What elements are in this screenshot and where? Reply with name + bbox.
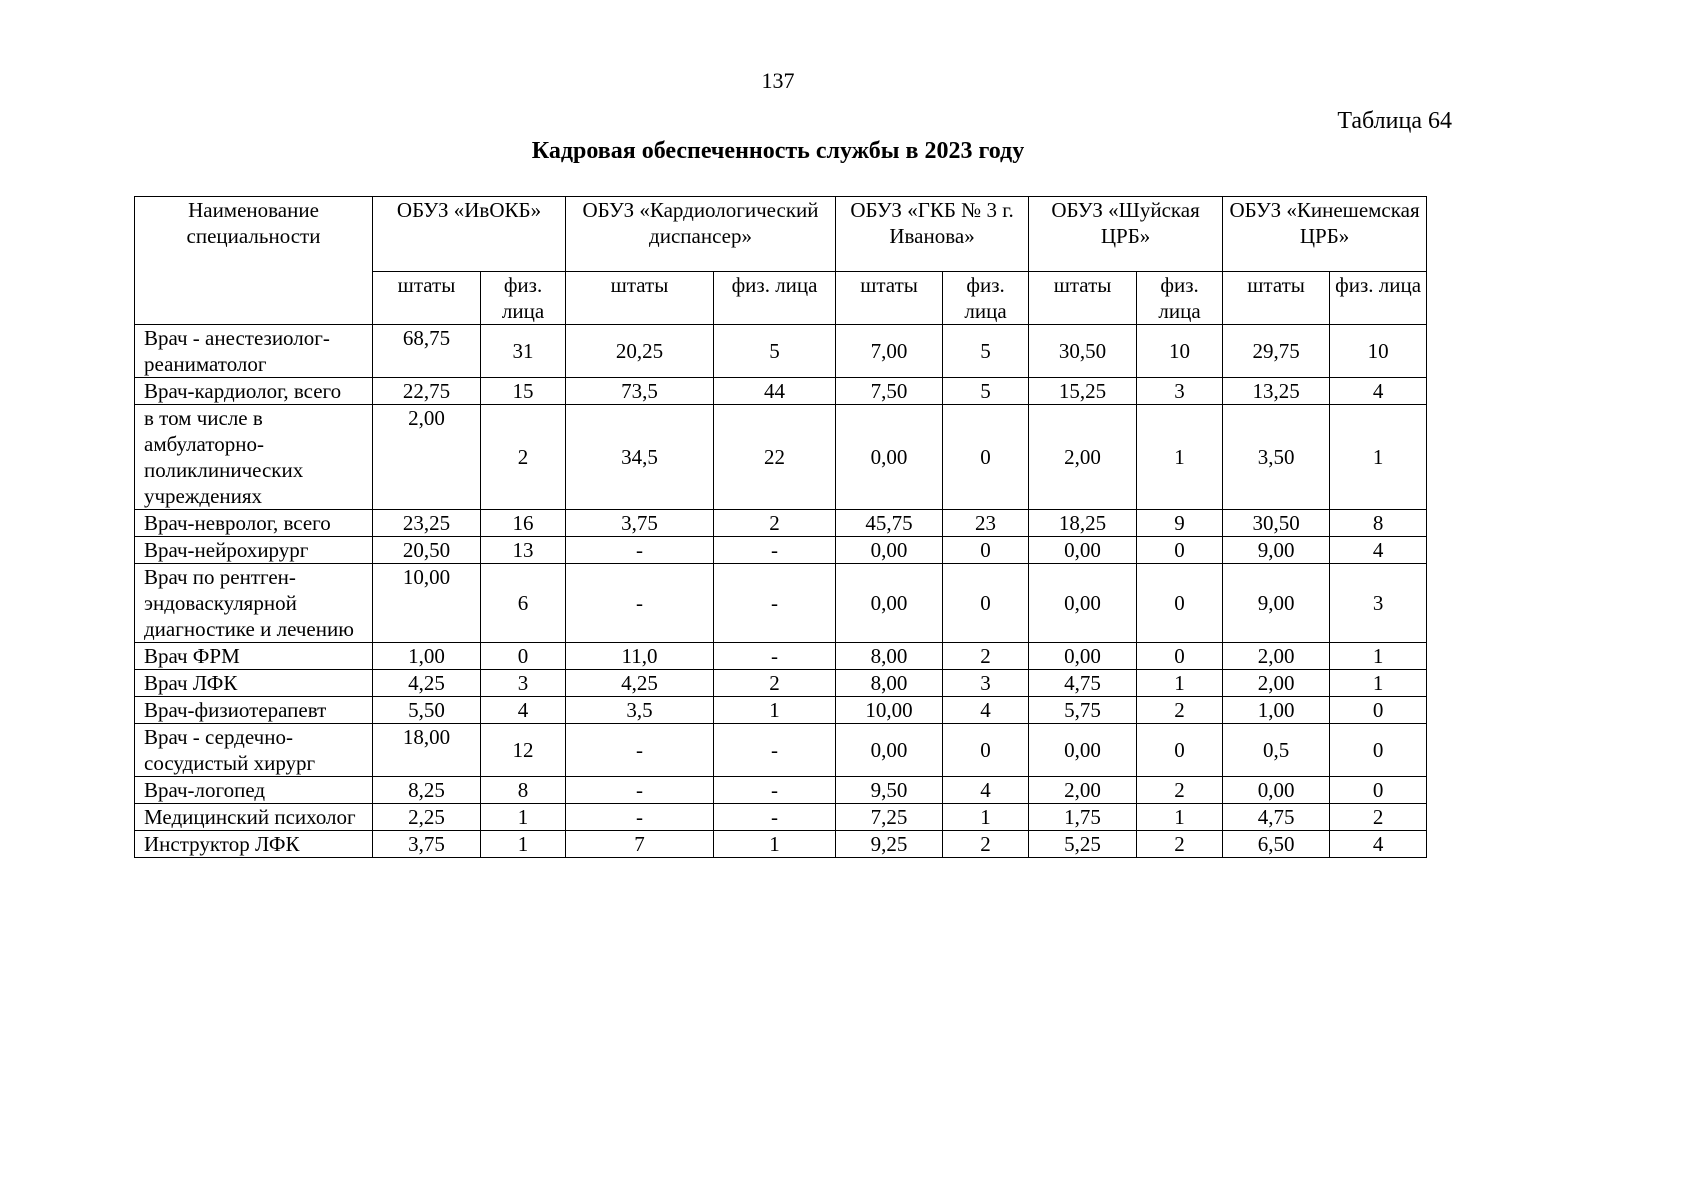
cell-individuals: 15: [481, 378, 566, 405]
cell-staff-positions: 68,75: [373, 325, 481, 378]
cell-individuals: 3: [481, 670, 566, 697]
cell-staff-positions: 11,0: [566, 643, 714, 670]
cell-staff-positions: 7: [566, 831, 714, 858]
cell-staff-positions: 0,00: [1029, 564, 1137, 643]
cell-individuals: 2: [943, 831, 1029, 858]
cell-individuals: 1: [1330, 643, 1427, 670]
cell-individuals: 3: [943, 670, 1029, 697]
cell-staff-positions: 5,50: [373, 697, 481, 724]
specialty-name: Инструктор ЛФК: [135, 831, 373, 858]
header-sub: штаты: [566, 272, 714, 325]
cell-individuals: 12: [481, 724, 566, 777]
specialty-name: Врач-кардиолог, всего: [135, 378, 373, 405]
cell-individuals: 1: [1137, 670, 1223, 697]
cell-staff-positions: 2,00: [1029, 405, 1137, 510]
cell-staff-positions: 15,25: [1029, 378, 1137, 405]
cell-staff-positions: 10,00: [836, 697, 943, 724]
cell-individuals: 0: [943, 405, 1029, 510]
cell-individuals: 0: [481, 643, 566, 670]
cell-staff-positions: 4,25: [373, 670, 481, 697]
cell-staff-positions: 7,50: [836, 378, 943, 405]
cell-staff-positions: 34,5: [566, 405, 714, 510]
table-row: [135, 724, 1427, 777]
specialty-name: Врач - сердечно-сосудистый хирург: [135, 724, 373, 777]
cell-individuals: -: [714, 643, 836, 670]
cell-individuals: 22: [714, 405, 836, 510]
cell-individuals: 0: [1137, 643, 1223, 670]
cell-staff-positions: 4,25: [566, 670, 714, 697]
cell-staff-positions: 0,00: [836, 405, 943, 510]
cell-staff-positions: 0,00: [1223, 777, 1330, 804]
cell-staff-positions: 20,50: [373, 537, 481, 564]
cell-individuals: -: [714, 564, 836, 643]
cell-staff-positions: 22,75: [373, 378, 481, 405]
cell-staff-positions: 0,00: [1029, 643, 1137, 670]
header-sub: штаты: [373, 272, 481, 325]
cell-individuals: 1: [1330, 670, 1427, 697]
cell-individuals: 1: [481, 804, 566, 831]
table-row: [135, 804, 1427, 831]
cell-individuals: -: [714, 724, 836, 777]
table-row: [135, 777, 1427, 804]
cell-individuals: 5: [943, 378, 1029, 405]
cell-staff-positions: 9,50: [836, 777, 943, 804]
cell-staff-positions: 9,00: [1223, 564, 1330, 643]
specialty-name: Врач-нейрохирург: [135, 537, 373, 564]
cell-individuals: 8: [481, 777, 566, 804]
header-sub: физ. лица: [1137, 272, 1223, 325]
cell-staff-positions: 45,75: [836, 510, 943, 537]
cell-staff-positions: -: [566, 724, 714, 777]
table-row: [135, 405, 1427, 510]
cell-individuals: 0: [1137, 537, 1223, 564]
cell-staff-positions: 18,00: [373, 724, 481, 777]
cell-staff-positions: 4,75: [1223, 804, 1330, 831]
header-sub: физ. лица: [481, 272, 566, 325]
cell-staff-positions: 1,00: [373, 643, 481, 670]
cell-staff-positions: 9,25: [836, 831, 943, 858]
cell-staff-positions: 23,25: [373, 510, 481, 537]
cell-individuals: 6: [481, 564, 566, 643]
cell-individuals: -: [714, 804, 836, 831]
specialty-name: Медицинский психолог: [135, 804, 373, 831]
cell-staff-positions: 29,75: [1223, 325, 1330, 378]
table-row: [135, 325, 1427, 378]
cell-staff-positions: 2,25: [373, 804, 481, 831]
cell-individuals: 2: [1137, 697, 1223, 724]
specialty-name: Врач - анестезиолог-реаниматолог: [135, 325, 373, 378]
cell-staff-positions: 7,25: [836, 804, 943, 831]
cell-staff-positions: 3,75: [566, 510, 714, 537]
table-row: [135, 378, 1427, 405]
cell-staff-positions: 0,00: [836, 564, 943, 643]
cell-individuals: 0: [1330, 697, 1427, 724]
specialty-name: Врач-невролог, всего: [135, 510, 373, 537]
cell-staff-positions: 0,00: [836, 724, 943, 777]
table-row: [135, 510, 1427, 537]
cell-individuals: 2: [1137, 777, 1223, 804]
cell-staff-positions: 3,75: [373, 831, 481, 858]
cell-individuals: 8: [1330, 510, 1427, 537]
cell-staff-positions: 18,25: [1029, 510, 1137, 537]
header-name-col: Наименование специальности: [135, 197, 373, 325]
header-sub: штаты: [1029, 272, 1137, 325]
cell-staff-positions: 1,00: [1223, 697, 1330, 724]
cell-individuals: 2: [714, 510, 836, 537]
cell-individuals: -: [714, 777, 836, 804]
cell-individuals: 13: [481, 537, 566, 564]
staffing-table: [134, 196, 1427, 858]
header-org: ОБУЗ «Кардиологический диспансер»: [566, 197, 836, 272]
cell-individuals: 4: [1330, 537, 1427, 564]
cell-individuals: 2: [1330, 804, 1427, 831]
cell-staff-positions: 8,00: [836, 643, 943, 670]
cell-staff-positions: 9,00: [1223, 537, 1330, 564]
header-row-orgs: [135, 197, 1427, 272]
cell-individuals: 10: [1137, 325, 1223, 378]
cell-staff-positions: 4,75: [1029, 670, 1137, 697]
cell-individuals: 0: [943, 564, 1029, 643]
table-label: Таблица 64: [1337, 108, 1452, 134]
cell-staff-positions: 2,00: [1223, 643, 1330, 670]
cell-staff-positions: 8,00: [836, 670, 943, 697]
cell-staff-positions: -: [566, 777, 714, 804]
specialty-name: в том числе в амбулаторно-поликлинических учреждениях: [135, 405, 373, 510]
specialty-name: Врач-логопед: [135, 777, 373, 804]
cell-individuals: 3: [1137, 378, 1223, 405]
cell-individuals: 16: [481, 510, 566, 537]
specialty-name: Врач-физиотерапевт: [135, 697, 373, 724]
table-row: [135, 564, 1427, 643]
cell-individuals: 1: [1137, 405, 1223, 510]
cell-individuals: 4: [1330, 378, 1427, 405]
cell-individuals: 1: [714, 697, 836, 724]
cell-individuals: 44: [714, 378, 836, 405]
cell-staff-positions: 5,25: [1029, 831, 1137, 858]
cell-staff-positions: 2,00: [373, 405, 481, 510]
cell-individuals: 4: [481, 697, 566, 724]
cell-staff-positions: 0,00: [1029, 537, 1137, 564]
specialty-name: Врач ЛФК: [135, 670, 373, 697]
cell-individuals: 0: [943, 537, 1029, 564]
cell-individuals: 1: [943, 804, 1029, 831]
cell-individuals: 2: [1137, 831, 1223, 858]
cell-staff-positions: 8,25: [373, 777, 481, 804]
cell-staff-positions: 6,50: [1223, 831, 1330, 858]
cell-staff-positions: 0,5: [1223, 724, 1330, 777]
table-row: [135, 537, 1427, 564]
cell-individuals: 1: [481, 831, 566, 858]
cell-staff-positions: 3,50: [1223, 405, 1330, 510]
cell-staff-positions: -: [566, 804, 714, 831]
cell-individuals: 2: [714, 670, 836, 697]
header-sub: физ. лица: [943, 272, 1029, 325]
header-org: ОБУЗ «Кинешемская ЦРБ»: [1223, 197, 1427, 272]
cell-staff-positions: 10,00: [373, 564, 481, 643]
table-body: [135, 325, 1427, 858]
page-number: 137: [761, 68, 795, 93]
cell-individuals: 2: [481, 405, 566, 510]
cell-individuals: 1: [714, 831, 836, 858]
specialty-name: Врач по рентген-эндоваскулярной диагностике и лечению: [135, 564, 373, 643]
cell-staff-positions: 30,50: [1029, 325, 1137, 378]
cell-staff-positions: 20,25: [566, 325, 714, 378]
cell-individuals: 4: [1330, 831, 1427, 858]
header-sub: физ. лица: [1330, 272, 1427, 325]
table-row: [135, 697, 1427, 724]
header-sub: штаты: [836, 272, 943, 325]
table-row: [135, 831, 1427, 858]
cell-staff-positions: 2,00: [1029, 777, 1137, 804]
cell-individuals: 1: [1330, 405, 1427, 510]
cell-individuals: 1: [1137, 804, 1223, 831]
cell-staff-positions: 5,75: [1029, 697, 1137, 724]
table-row: [135, 670, 1427, 697]
cell-staff-positions: 7,00: [836, 325, 943, 378]
header-sub: физ. лица: [714, 272, 836, 325]
cell-staff-positions: 0,00: [836, 537, 943, 564]
document-title: Кадровая обеспеченность службы в 2023 году: [531, 138, 1025, 164]
cell-individuals: 0: [1137, 724, 1223, 777]
header-sub: штаты: [1223, 272, 1330, 325]
table-row: [135, 643, 1427, 670]
specialty-name: Врач ФРМ: [135, 643, 373, 670]
cell-staff-positions: 13,25: [1223, 378, 1330, 405]
cell-individuals: 9: [1137, 510, 1223, 537]
cell-individuals: 5: [943, 325, 1029, 378]
cell-staff-positions: 3,5: [566, 697, 714, 724]
cell-staff-positions: 2,00: [1223, 670, 1330, 697]
cell-staff-positions: -: [566, 537, 714, 564]
cell-individuals: 4: [943, 697, 1029, 724]
cell-staff-positions: 0,00: [1029, 724, 1137, 777]
cell-staff-positions: -: [566, 564, 714, 643]
header-org: ОБУЗ «Шуйская ЦРБ»: [1029, 197, 1223, 272]
header-org: ОБУЗ «ГКБ № 3 г. Иванова»: [836, 197, 1029, 272]
cell-individuals: 0: [1137, 564, 1223, 643]
header-org: ОБУЗ «ИвОКБ»: [373, 197, 566, 272]
cell-individuals: 0: [943, 724, 1029, 777]
cell-individuals: 5: [714, 325, 836, 378]
cell-individuals: 23: [943, 510, 1029, 537]
cell-staff-positions: 73,5: [566, 378, 714, 405]
cell-individuals: 4: [943, 777, 1029, 804]
cell-individuals: 0: [1330, 777, 1427, 804]
cell-individuals: 10: [1330, 325, 1427, 378]
cell-individuals: 0: [1330, 724, 1427, 777]
cell-individuals: 31: [481, 325, 566, 378]
cell-individuals: 3: [1330, 564, 1427, 643]
cell-individuals: -: [714, 537, 836, 564]
cell-staff-positions: 1,75: [1029, 804, 1137, 831]
cell-individuals: 2: [943, 643, 1029, 670]
cell-staff-positions: 30,50: [1223, 510, 1330, 537]
